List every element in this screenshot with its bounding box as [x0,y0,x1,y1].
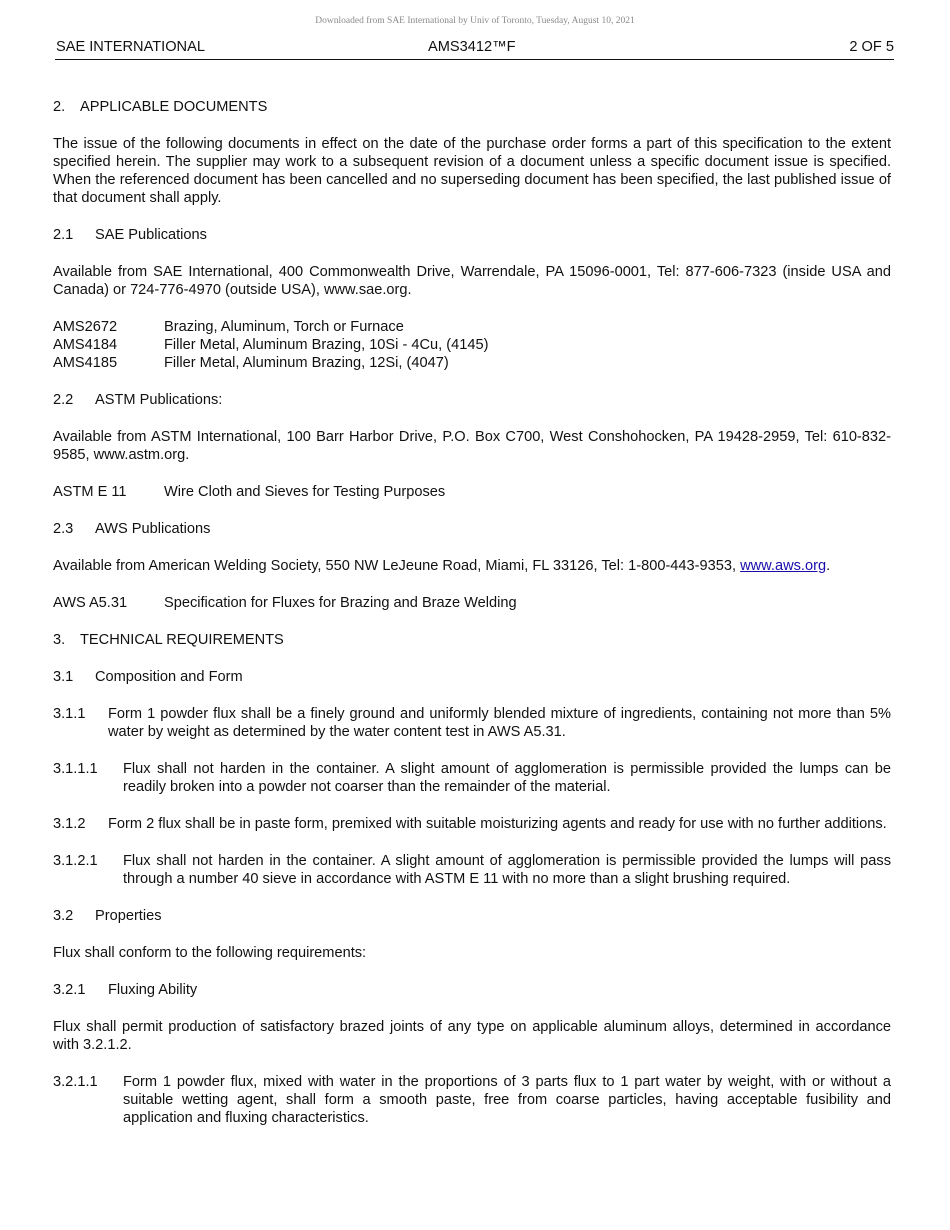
section-2-intro: The issue of the following documents in effect on the date of the purchase order forms a part of this specification to the extent specified herein. The supplier may work to a subsequent revision of a document unless a specific document issue is specified. When the referenced document has been cancelled and no superseding document has been specified, the last published issue of that document shall apply. [53,136,891,206]
paragraph-number: 3.1.1 [53,706,86,722]
document-body [53,98,891,1146]
section-title: ASTM Publications: [95,392,223,408]
section-2-heading [53,98,891,116]
section-number: 2.2 [53,392,74,408]
paragraph-3-1-1-1 [53,760,891,796]
paragraph-number: 3.2.1.1 [53,1074,98,1090]
reference-title: Brazing, Aluminum, Torch or Furnace [164,319,404,335]
paragraph-text: Flux shall not harden in the container. A slight amount of agglomeration is permissible provided the lumps will pass through a number 40 sieve in accordance with ASTM E 11 with no more than a slight brushing required. [123,853,891,887]
astm-availability: Available from ASTM International, 100 Barr Harbor Drive, P.O. Box C700, West Conshohocken, PA 19428-2959, Tel: 610-832-9585, www.astm.org. [53,429,891,463]
paragraph-text: Flux shall not harden in the container. A slight amount of agglomeration is permissible provided the lumps can be readily broken into a powder not coarser than the remainder of the material. [123,761,891,795]
section-title: APPLICABLE DOCUMENTS [80,99,268,115]
section-3-heading [53,631,891,649]
fluxing-ability-text: Flux shall permit production of satisfactory brazed joints of any type on applicable aluminum alloys, determined in accordance with 3.2.1.2. [53,1019,891,1053]
reference-code: AMS4184 [53,337,118,353]
reference-row [53,483,891,501]
section-number: 3. [53,632,66,648]
sae-reference-list [53,318,891,372]
paragraph-3-1-2 [53,815,891,833]
section-2-3-heading [53,520,891,538]
download-watermark: Downloaded from SAE International by Univ of Toronto, Tuesday, August 10, 2021 [315,16,635,26]
reference-title: Specification for Fluxes for Brazing and Braze Welding [164,595,517,611]
reference-code: AWS A5.31 [53,595,128,611]
paragraph-3-1-1 [53,705,891,741]
sae-availability: Available from SAE International, 400 Commonwealth Drive, Warrendale, PA 15096-0001, Tel: 877-606-7323 (inside USA and Canada) or 724-776-4970 (outside USA), www.sae.org. [53,264,891,298]
aws-reference-list [53,594,891,612]
reference-code: ASTM E 11 [53,484,127,500]
reference-row [53,318,891,336]
section-number: 2. [53,99,66,115]
paragraph-number: 3.1.1.1 [53,761,98,777]
section-number: 3.1 [53,669,74,685]
section-3-2-1-heading [53,981,891,999]
section-title: Composition and Form [95,669,243,685]
paragraph-3-1-2-1 [53,852,891,888]
aws-availability-end: . [826,558,831,574]
header-document-number: AMS3412™F [428,39,516,55]
paragraph-text: Form 1 powder flux shall be a finely ground and uniformly blended mixture of ingredients, containing not more than 5% water by weight as determined by the water content test in AWS A5.31. [108,706,891,740]
reference-row [53,594,891,612]
section-title: Properties [95,908,162,924]
paragraph-number: 3.1.2.1 [53,853,98,869]
section-number: 3.2 [53,908,74,924]
section-2-2-heading [53,391,891,409]
aws-availability-text: Available from American Welding Society, 550 NW LeJeune Road, Miami, FL 33126, Tel: 1-800-443-9353, [53,558,741,574]
paragraph-text: Form 2 flux shall be in paste form, premixed with suitable moisturizing agents and ready for use with no further additions. [108,816,887,832]
section-title: AWS Publications [95,521,211,537]
properties-intro: Flux shall conform to the following requirements: [53,945,367,961]
section-number: 2.1 [53,227,74,243]
reference-code: AMS4185 [53,355,118,371]
aws-website-link[interactable]: www.aws.org [740,558,827,574]
reference-title: Wire Cloth and Sieves for Testing Purposes [164,484,446,500]
astm-reference-list [53,483,891,501]
reference-row [53,336,891,354]
paragraph-number: 3.1.2 [53,816,86,832]
section-2-1-heading [53,226,891,244]
section-title: TECHNICAL REQUIREMENTS [80,632,284,648]
reference-row [53,354,891,372]
section-3-2-heading [53,907,891,925]
section-3-1-heading [53,668,891,686]
section-title: SAE Publications [95,227,207,243]
paragraph-text: Form 1 powder flux, mixed with water in the proportions of 3 parts flux to 1 part water by weight, with or without a suitable wetting agent, shall form a smooth paste, free from coarse particles, having acceptable fusibility and application and fluxing characteristics. [123,1074,891,1126]
section-number: 2.3 [53,521,74,537]
reference-title: Filler Metal, Aluminum Brazing, 12Si, (4047) [164,355,449,371]
header-page-number: 2 OF 5 [849,39,894,55]
section-number: 3.2.1 [53,982,86,998]
paragraph-3-2-1-1 [53,1073,891,1127]
section-title: Fluxing Ability [108,982,198,998]
reference-title: Filler Metal, Aluminum Brazing, 10Si - 4Cu, (4145) [164,337,489,353]
reference-code: AMS2672 [53,319,118,335]
page-header [55,39,894,60]
header-publisher: SAE INTERNATIONAL [56,39,205,55]
aws-availability [53,557,891,575]
